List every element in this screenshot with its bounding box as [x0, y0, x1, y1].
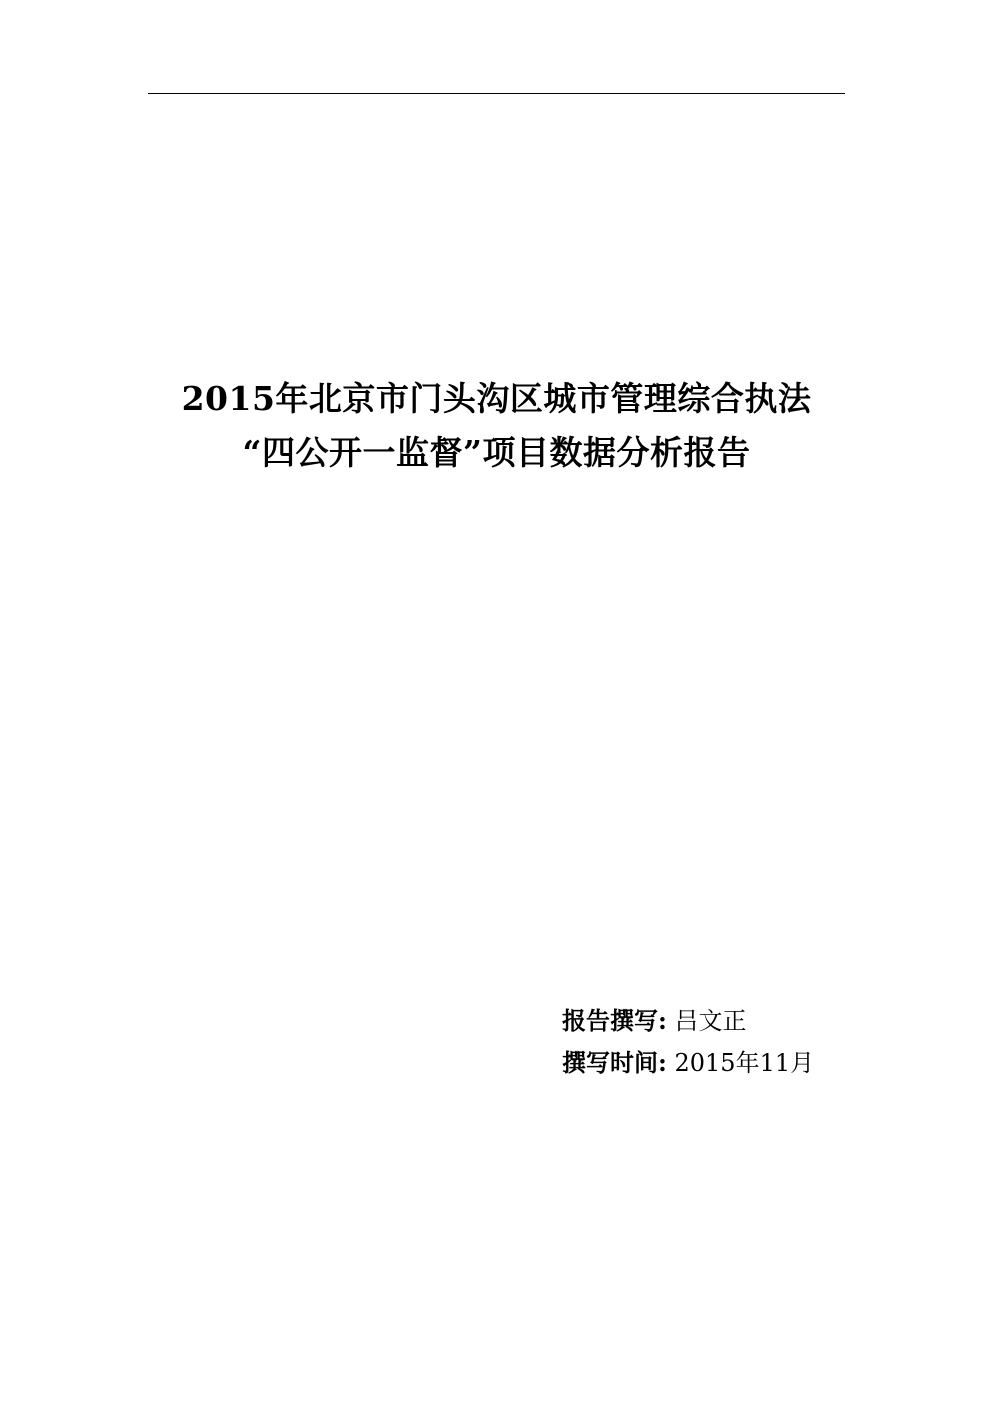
signature-label-author: 报告撰写: — [562, 1006, 667, 1035]
signature-value-date: 2015年11月 — [674, 1049, 815, 1077]
signature-value-author: 吕文正 — [674, 1007, 747, 1035]
signature-row-author — [0, 1000, 993, 1042]
signature-block — [0, 1000, 993, 1084]
title-block — [0, 372, 993, 480]
signature-label-date: 撰写时间: — [562, 1048, 667, 1077]
document-title-line-2: “四公开一监督”项目数据分析报告 — [242, 433, 751, 472]
document-title-line-1: 2015年北京市门头沟区城市管理综合执法 — [181, 379, 812, 418]
header-divider — [148, 93, 845, 94]
signature-row-date — [0, 1042, 993, 1084]
